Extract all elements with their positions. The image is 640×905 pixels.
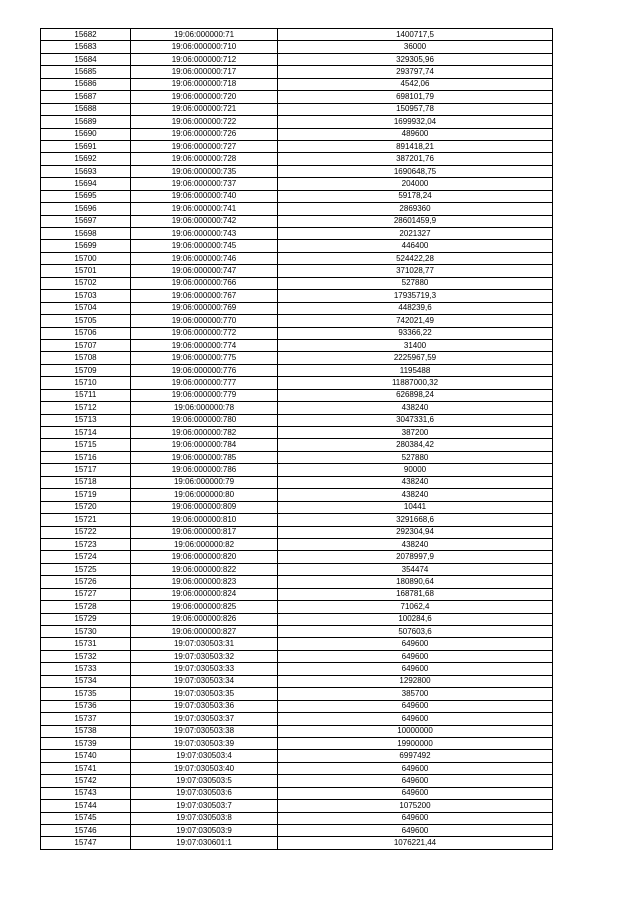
value-cell: 385700 [278,688,553,700]
cadastral-number-cell: 19:06:000000:784 [131,439,278,451]
value-cell: 524422,28 [278,252,553,264]
cadastral-number-cell: 19:07:030503:33 [131,663,278,675]
table-row [41,389,553,401]
table-row [41,725,553,737]
table-row [41,476,553,488]
value-cell: 527880 [278,451,553,463]
row-number-cell: 15709 [41,364,131,376]
row-number-cell: 15686 [41,78,131,90]
cadastral-number-cell: 19:06:000000:747 [131,265,278,277]
table-row [41,700,553,712]
value-cell: 1699932,04 [278,116,553,128]
value-cell: 204000 [278,178,553,190]
value-cell: 36000 [278,41,553,53]
cadastral-number-cell: 19:06:000000:718 [131,78,278,90]
cadastral-number-cell: 19:07:030503:9 [131,825,278,837]
cadastral-number-cell: 19:06:000000:827 [131,626,278,638]
table-row [41,638,553,650]
row-number-cell: 15692 [41,153,131,165]
value-cell: 438240 [278,476,553,488]
cadastral-number-cell: 19:06:000000:826 [131,613,278,625]
value-cell: 1690648,75 [278,165,553,177]
cadastral-number-cell: 19:07:030503:39 [131,737,278,749]
row-number-cell: 15733 [41,663,131,675]
value-cell: 507603,6 [278,626,553,638]
cadastral-number-cell: 19:06:000000:735 [131,165,278,177]
row-number-cell: 15688 [41,103,131,115]
row-number-cell: 15740 [41,750,131,762]
table-row [41,352,553,364]
cadastral-number-cell: 19:06:000000:78 [131,402,278,414]
cadastral-number-cell: 19:06:000000:775 [131,352,278,364]
row-number-cell: 15728 [41,601,131,613]
table-row [41,265,553,277]
cadastral-number-cell: 19:07:030503:36 [131,700,278,712]
row-number-cell: 15691 [41,140,131,152]
row-number-cell: 15703 [41,290,131,302]
row-number-cell: 15710 [41,377,131,389]
table-row [41,190,553,202]
cadastral-number-cell: 19:06:000000:71 [131,29,278,41]
table-row [41,402,553,414]
row-number-cell: 15741 [41,762,131,774]
value-cell: 1400717,5 [278,29,553,41]
cadastral-number-cell: 19:06:000000:825 [131,601,278,613]
row-number-cell: 15689 [41,116,131,128]
table-row [41,315,553,327]
table-row [41,626,553,638]
table-row [41,364,553,376]
table-row [41,290,553,302]
row-number-cell: 15707 [41,339,131,351]
table-row [41,588,553,600]
cadastral-number-cell: 19:06:000000:824 [131,588,278,600]
table-row [41,327,553,339]
table-row [41,277,553,289]
cadastral-number-cell: 19:06:000000:782 [131,427,278,439]
row-number-cell: 15736 [41,700,131,712]
table-row [41,576,553,588]
table-row [41,825,553,837]
cadastral-number-cell: 19:07:030503:8 [131,812,278,824]
value-cell: 438240 [278,489,553,501]
cadastral-number-cell: 19:06:000000:822 [131,563,278,575]
cadastral-number-cell: 19:06:000000:823 [131,576,278,588]
value-cell: 649600 [278,787,553,799]
cadastral-number-cell: 19:06:000000:817 [131,526,278,538]
cadastral-number-cell: 19:06:000000:79 [131,476,278,488]
value-cell: 329305,96 [278,53,553,65]
value-cell: 438240 [278,538,553,550]
row-number-cell: 15696 [41,203,131,215]
table-row [41,688,553,700]
cadastral-number-cell: 19:07:030503:37 [131,713,278,725]
row-number-cell: 15731 [41,638,131,650]
cadastral-number-cell: 19:06:000000:785 [131,451,278,463]
value-cell: 2225967,59 [278,352,553,364]
value-cell: 626898,24 [278,389,553,401]
cadastral-number-cell: 19:06:000000:80 [131,489,278,501]
table-row [41,837,553,849]
table-row [41,526,553,538]
cadastral-number-cell: 19:06:000000:746 [131,252,278,264]
value-cell: 649600 [278,663,553,675]
cadastral-number-cell: 19:07:030503:40 [131,762,278,774]
data-table [40,28,553,850]
cadastral-number-cell: 19:06:000000:82 [131,538,278,550]
cadastral-number-cell: 19:07:030601:1 [131,837,278,849]
row-number-cell: 15743 [41,787,131,799]
value-cell: 4542,06 [278,78,553,90]
table-row [41,339,553,351]
value-cell: 11887000,32 [278,377,553,389]
row-number-cell: 15732 [41,650,131,662]
table-row [41,787,553,799]
row-number-cell: 15701 [41,265,131,277]
row-number-cell: 15687 [41,91,131,103]
row-number-cell: 15721 [41,514,131,526]
cadastral-number-cell: 19:07:030503:32 [131,650,278,662]
cadastral-number-cell: 19:07:030503:7 [131,800,278,812]
table-row [41,439,553,451]
table-row [41,613,553,625]
value-cell: 28601459,9 [278,215,553,227]
row-number-cell: 15725 [41,563,131,575]
table-row [41,489,553,501]
value-cell: 292304,94 [278,526,553,538]
row-number-cell: 15694 [41,178,131,190]
row-number-cell: 15715 [41,439,131,451]
row-number-cell: 15693 [41,165,131,177]
value-cell: 280384,42 [278,439,553,451]
table-row [41,501,553,513]
table-row [41,91,553,103]
cadastral-number-cell: 19:06:000000:770 [131,315,278,327]
table-row [41,41,553,53]
value-cell: 19900000 [278,737,553,749]
row-number-cell: 15685 [41,66,131,78]
row-number-cell: 15738 [41,725,131,737]
cadastral-number-cell: 19:06:000000:767 [131,290,278,302]
row-number-cell: 15699 [41,240,131,252]
row-number-cell: 15745 [41,812,131,824]
row-number-cell: 15695 [41,190,131,202]
cadastral-number-cell: 19:06:000000:737 [131,178,278,190]
cadastral-number-cell: 19:07:030503:38 [131,725,278,737]
row-number-cell: 15697 [41,215,131,227]
table-row [41,551,553,563]
row-number-cell: 15717 [41,464,131,476]
row-number-cell: 15713 [41,414,131,426]
value-cell: 649600 [278,700,553,712]
table-row [41,538,553,550]
row-number-cell: 15739 [41,737,131,749]
row-number-cell: 15727 [41,588,131,600]
cadastral-number-cell: 19:06:000000:728 [131,153,278,165]
row-number-cell: 15722 [41,526,131,538]
row-number-cell: 15734 [41,675,131,687]
row-number-cell: 15705 [41,315,131,327]
cadastral-number-cell: 19:06:000000:742 [131,215,278,227]
table-row [41,29,553,41]
table-row [41,800,553,812]
table-row [41,53,553,65]
cadastral-number-cell: 19:06:000000:720 [131,91,278,103]
value-cell: 2869360 [278,203,553,215]
table-row [41,66,553,78]
value-cell: 1075200 [278,800,553,812]
row-number-cell: 15746 [41,825,131,837]
row-number-cell: 15708 [41,352,131,364]
value-cell: 100284,6 [278,613,553,625]
value-cell: 387201,76 [278,153,553,165]
value-cell: 6997492 [278,750,553,762]
value-cell: 649600 [278,713,553,725]
row-number-cell: 15690 [41,128,131,140]
cadastral-number-cell: 19:06:000000:740 [131,190,278,202]
value-cell: 168781,68 [278,588,553,600]
row-number-cell: 15718 [41,476,131,488]
table-row [41,153,553,165]
cadastral-number-cell: 19:07:030503:5 [131,775,278,787]
row-number-cell: 15719 [41,489,131,501]
value-cell: 649600 [278,825,553,837]
table-row [41,128,553,140]
value-cell: 180890,64 [278,576,553,588]
value-cell: 17935719,3 [278,290,553,302]
value-cell: 2021327 [278,228,553,240]
cadastral-number-cell: 19:06:000000:786 [131,464,278,476]
value-cell: 891418,21 [278,140,553,152]
cadastral-number-cell: 19:07:030503:34 [131,675,278,687]
value-cell: 438240 [278,402,553,414]
value-cell: 1076221,44 [278,837,553,849]
table-row [41,663,553,675]
cadastral-number-cell: 19:06:000000:745 [131,240,278,252]
cadastral-number-cell: 19:06:000000:712 [131,53,278,65]
value-cell: 10000000 [278,725,553,737]
table-row [41,103,553,115]
table-row [41,203,553,215]
cadastral-number-cell: 19:06:000000:774 [131,339,278,351]
cadastral-number-cell: 19:06:000000:820 [131,551,278,563]
cadastral-number-cell: 19:06:000000:722 [131,116,278,128]
cadastral-number-cell: 19:06:000000:769 [131,302,278,314]
row-number-cell: 15735 [41,688,131,700]
value-cell: 649600 [278,762,553,774]
value-cell: 371028,77 [278,265,553,277]
row-number-cell: 15730 [41,626,131,638]
data-table-body [41,29,553,850]
value-cell: 1292800 [278,675,553,687]
table-row [41,252,553,264]
value-cell: 354474 [278,563,553,575]
table-row [41,762,553,774]
table-row [41,675,553,687]
table-row [41,775,553,787]
cadastral-number-cell: 19:06:000000:776 [131,364,278,376]
table-row [41,713,553,725]
cadastral-number-cell: 19:06:000000:727 [131,140,278,152]
row-number-cell: 15702 [41,277,131,289]
value-cell: 448239,6 [278,302,553,314]
cadastral-number-cell: 19:06:000000:777 [131,377,278,389]
value-cell: 489600 [278,128,553,140]
row-number-cell: 15724 [41,551,131,563]
value-cell: 2078997,9 [278,551,553,563]
table-row [41,414,553,426]
value-cell: 10441 [278,501,553,513]
value-cell: 649600 [278,638,553,650]
cadastral-number-cell: 19:06:000000:780 [131,414,278,426]
row-number-cell: 15737 [41,713,131,725]
row-number-cell: 15747 [41,837,131,849]
row-number-cell: 15723 [41,538,131,550]
value-cell: 71062,4 [278,601,553,613]
row-number-cell: 15706 [41,327,131,339]
table-row [41,650,553,662]
cadastral-number-cell: 19:07:030503:4 [131,750,278,762]
table-row [41,750,553,762]
row-number-cell: 15716 [41,451,131,463]
table-row [41,464,553,476]
cadastral-number-cell: 19:06:000000:717 [131,66,278,78]
value-cell: 93366,22 [278,327,553,339]
cadastral-number-cell: 19:06:000000:741 [131,203,278,215]
value-cell: 59178,24 [278,190,553,202]
cadastral-number-cell: 19:06:000000:810 [131,514,278,526]
table-row [41,228,553,240]
value-cell: 3047331,6 [278,414,553,426]
cadastral-number-cell: 19:06:000000:710 [131,41,278,53]
value-cell: 649600 [278,775,553,787]
value-cell: 150957,78 [278,103,553,115]
cadastral-number-cell: 19:07:030503:6 [131,787,278,799]
table-row [41,737,553,749]
row-number-cell: 15698 [41,228,131,240]
value-cell: 387200 [278,427,553,439]
row-number-cell: 15729 [41,613,131,625]
table-row [41,812,553,824]
row-number-cell: 15714 [41,427,131,439]
table-row [41,140,553,152]
cadastral-number-cell: 19:06:000000:772 [131,327,278,339]
value-cell: 293797,74 [278,66,553,78]
cadastral-number-cell: 19:06:000000:766 [131,277,278,289]
value-cell: 698101,79 [278,91,553,103]
row-number-cell: 15711 [41,389,131,401]
cadastral-number-cell: 19:07:030503:35 [131,688,278,700]
table-row [41,451,553,463]
value-cell: 649600 [278,812,553,824]
value-cell: 649600 [278,650,553,662]
value-cell: 446400 [278,240,553,252]
table-row [41,427,553,439]
value-cell: 527880 [278,277,553,289]
row-number-cell: 15712 [41,402,131,414]
row-number-cell: 15683 [41,41,131,53]
value-cell: 742021,49 [278,315,553,327]
table-row [41,377,553,389]
table-row [41,563,553,575]
cadastral-number-cell: 19:07:030503:31 [131,638,278,650]
table-row [41,215,553,227]
cadastral-number-cell: 19:06:000000:743 [131,228,278,240]
row-number-cell: 15684 [41,53,131,65]
row-number-cell: 15744 [41,800,131,812]
table-row [41,78,553,90]
row-number-cell: 15700 [41,252,131,264]
cadastral-number-cell: 19:06:000000:721 [131,103,278,115]
table-row [41,514,553,526]
row-number-cell: 15726 [41,576,131,588]
value-cell: 31400 [278,339,553,351]
table-row [41,601,553,613]
cadastral-number-cell: 19:06:000000:779 [131,389,278,401]
table-row [41,302,553,314]
row-number-cell: 15704 [41,302,131,314]
row-number-cell: 15720 [41,501,131,513]
table-row [41,165,553,177]
cadastral-number-cell: 19:06:000000:809 [131,501,278,513]
table-row [41,178,553,190]
value-cell: 90000 [278,464,553,476]
row-number-cell: 15742 [41,775,131,787]
table-row [41,116,553,128]
cadastral-number-cell: 19:06:000000:726 [131,128,278,140]
value-cell: 3291668,6 [278,514,553,526]
table-row [41,240,553,252]
row-number-cell: 15682 [41,29,131,41]
value-cell: 1195488 [278,364,553,376]
